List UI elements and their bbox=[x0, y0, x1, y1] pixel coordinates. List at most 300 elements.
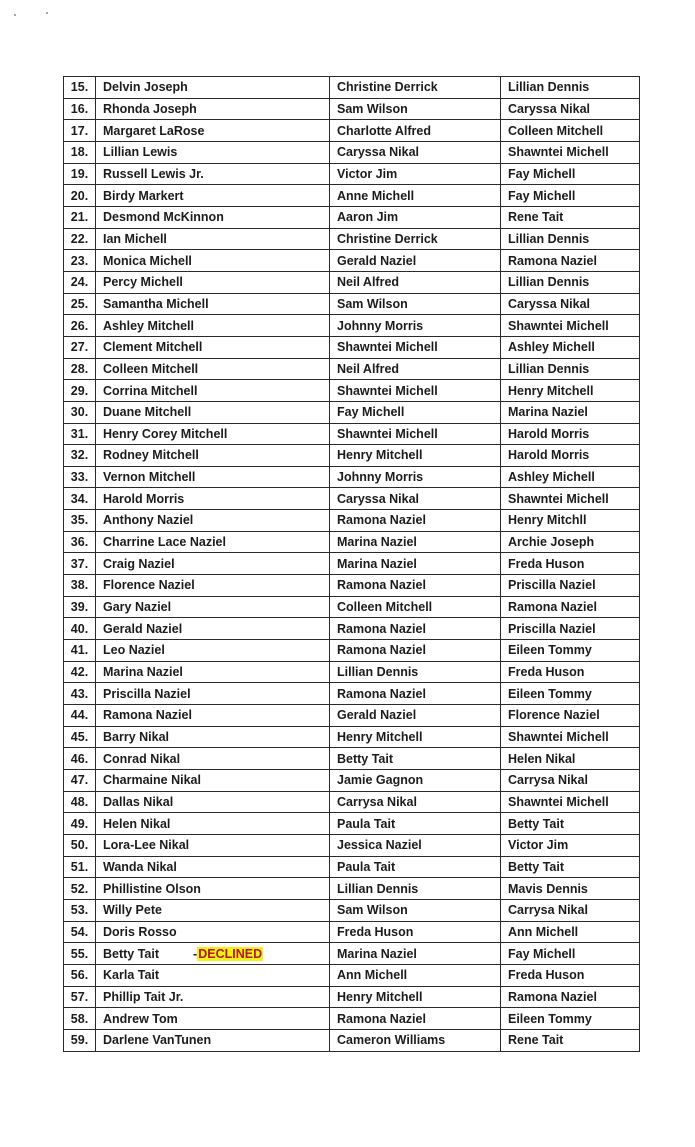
first-reference-text: Sam Wilson bbox=[337, 101, 408, 116]
member-name bbox=[96, 466, 330, 488]
second-reference-text: Lillian Dennis bbox=[508, 361, 590, 376]
row-number-text: 30. bbox=[70, 405, 89, 420]
member-name-text: Charmaine Nikal bbox=[103, 773, 201, 788]
second-reference-text: Priscilla Naziel bbox=[508, 578, 596, 593]
first-reference-text: Caryssa Nikal bbox=[337, 491, 420, 506]
row-number bbox=[64, 228, 96, 250]
row-number bbox=[64, 834, 96, 856]
row-number-text: 31. bbox=[70, 426, 89, 441]
member-name-text: Monica Michell bbox=[103, 253, 192, 268]
first-reference-text: Lillian Dennis bbox=[337, 881, 419, 896]
table-row bbox=[64, 683, 640, 705]
second-reference-text: Fay Michell bbox=[508, 166, 576, 181]
first-reference-text: Colleen Mitchell bbox=[337, 600, 433, 615]
row-number bbox=[64, 640, 96, 662]
row-number bbox=[64, 336, 96, 358]
second-reference bbox=[501, 358, 640, 380]
second-reference-text: Shawntei Michell bbox=[508, 318, 609, 333]
member-name-text: Betty Tait bbox=[103, 946, 160, 961]
member-name bbox=[96, 98, 330, 120]
row-number-text: 51. bbox=[70, 859, 89, 874]
table-row bbox=[64, 293, 640, 315]
row-number-text: 59. bbox=[70, 1033, 89, 1048]
second-reference-text: Shawntei Michell bbox=[508, 794, 609, 809]
row-number-text: 39. bbox=[70, 600, 89, 615]
table-row bbox=[64, 141, 640, 163]
second-reference bbox=[501, 943, 640, 965]
member-name bbox=[96, 575, 330, 597]
member-name-text: Margaret LaRose bbox=[103, 123, 205, 138]
member-name bbox=[96, 1029, 330, 1051]
second-reference bbox=[501, 228, 640, 250]
member-name bbox=[96, 488, 330, 510]
first-reference-text: Caryssa Nikal bbox=[337, 145, 420, 160]
first-reference bbox=[330, 445, 501, 467]
member-name-text: Darlene VanTunen bbox=[103, 1033, 212, 1048]
row-number bbox=[64, 575, 96, 597]
row-number-text: 46. bbox=[70, 751, 89, 766]
member-name bbox=[96, 423, 330, 445]
table-row bbox=[64, 315, 640, 337]
first-reference bbox=[330, 141, 501, 163]
member-name-text: Gerald Naziel bbox=[103, 621, 183, 636]
first-reference-text: Sam Wilson bbox=[337, 296, 408, 311]
second-reference-text: Lillian Dennis bbox=[508, 231, 590, 246]
row-number bbox=[64, 856, 96, 878]
second-reference bbox=[501, 878, 640, 900]
row-number bbox=[64, 293, 96, 315]
table-row bbox=[64, 661, 640, 683]
first-reference bbox=[330, 228, 501, 250]
first-reference-text: Henry Mitchell bbox=[337, 989, 423, 1004]
row-number bbox=[64, 813, 96, 835]
second-reference bbox=[501, 640, 640, 662]
row-number-text: 53. bbox=[70, 903, 89, 918]
row-number-text: 27. bbox=[70, 340, 89, 355]
first-reference-text: Johnny Morris bbox=[337, 470, 424, 485]
member-name bbox=[96, 250, 330, 272]
declined-dash: - bbox=[193, 946, 198, 961]
row-number-text: 50. bbox=[70, 838, 89, 853]
first-reference bbox=[330, 726, 501, 748]
first-reference-text: Cameron Williams bbox=[337, 1033, 446, 1048]
member-name bbox=[96, 228, 330, 250]
first-reference bbox=[330, 98, 501, 120]
first-reference bbox=[330, 466, 501, 488]
member-name-text: Henry Corey Mitchell bbox=[103, 426, 228, 441]
first-reference-text: Shawntei Michell bbox=[337, 340, 438, 355]
member-name-text: Lillian Lewis bbox=[103, 145, 178, 160]
first-reference-text: Christine Derrick bbox=[337, 80, 438, 95]
row-number-text: 23. bbox=[70, 253, 89, 268]
table-row bbox=[64, 358, 640, 380]
member-name bbox=[96, 791, 330, 813]
second-reference bbox=[501, 705, 640, 727]
row-number-text: 32. bbox=[70, 448, 89, 463]
first-reference bbox=[330, 250, 501, 272]
second-reference-text: Rene Tait bbox=[508, 1033, 564, 1048]
row-number bbox=[64, 1008, 96, 1030]
member-name-text: Vernon Mitchell bbox=[103, 470, 196, 485]
first-reference bbox=[330, 380, 501, 402]
table-row bbox=[64, 770, 640, 792]
second-reference bbox=[501, 1008, 640, 1030]
member-name-text: Helen Nikal bbox=[103, 816, 171, 831]
second-reference-text: Eileen Tommy bbox=[508, 643, 592, 658]
table-row bbox=[64, 834, 640, 856]
row-number-text: 42. bbox=[70, 665, 89, 680]
first-reference-text: Lillian Dennis bbox=[337, 665, 419, 680]
second-reference-text: Archie Joseph bbox=[508, 535, 595, 550]
second-reference-text: Lillian Dennis bbox=[508, 275, 590, 290]
row-number bbox=[64, 510, 96, 532]
first-reference-text: Betty Tait bbox=[337, 751, 394, 766]
table-row bbox=[64, 964, 640, 986]
member-name-text: Barry Nikal bbox=[103, 730, 170, 745]
second-reference bbox=[501, 964, 640, 986]
second-reference bbox=[501, 488, 640, 510]
member-name bbox=[96, 899, 330, 921]
table-row bbox=[64, 921, 640, 943]
row-number bbox=[64, 315, 96, 337]
second-reference bbox=[501, 531, 640, 553]
member-name bbox=[96, 163, 330, 185]
table-row bbox=[64, 878, 640, 900]
row-number bbox=[64, 921, 96, 943]
table-row bbox=[64, 185, 640, 207]
first-reference-text: Henry Mitchell bbox=[337, 730, 423, 745]
first-reference-text: Johnny Morris bbox=[337, 318, 424, 333]
first-reference bbox=[330, 423, 501, 445]
first-reference bbox=[330, 943, 501, 965]
second-reference-text: Carrysa Nikal bbox=[508, 903, 588, 918]
row-number-text: 16. bbox=[70, 101, 89, 116]
row-number-text: 21. bbox=[70, 210, 89, 225]
first-reference bbox=[330, 531, 501, 553]
first-reference bbox=[330, 1029, 501, 1051]
first-reference-text: Ann Michell bbox=[337, 968, 408, 983]
second-reference bbox=[501, 813, 640, 835]
row-number-text: 57. bbox=[70, 989, 89, 1004]
table-row bbox=[64, 943, 640, 965]
second-reference bbox=[501, 770, 640, 792]
row-number bbox=[64, 466, 96, 488]
second-reference bbox=[501, 185, 640, 207]
member-name-text: Percy Michell bbox=[103, 275, 183, 290]
row-number-text: 56. bbox=[70, 968, 89, 983]
table-row bbox=[64, 488, 640, 510]
second-reference bbox=[501, 336, 640, 358]
table-row bbox=[64, 553, 640, 575]
second-reference bbox=[501, 986, 640, 1008]
member-name-text: Dallas Nikal bbox=[103, 794, 174, 809]
first-reference-text: Victor Jim bbox=[337, 166, 398, 181]
second-reference-text: Helen Nikal bbox=[508, 751, 576, 766]
row-number bbox=[64, 661, 96, 683]
row-number-text: 40. bbox=[70, 621, 89, 636]
table-row bbox=[64, 423, 640, 445]
first-reference bbox=[330, 683, 501, 705]
second-reference-text: Victor Jim bbox=[508, 838, 569, 853]
member-name bbox=[96, 271, 330, 293]
second-reference bbox=[501, 553, 640, 575]
first-reference-text: Ramona Naziel bbox=[337, 578, 426, 593]
first-reference-text: Neil Alfred bbox=[337, 361, 400, 376]
second-reference-text: Lillian Dennis bbox=[508, 80, 590, 95]
row-number-text: 22. bbox=[70, 231, 89, 246]
member-name bbox=[96, 77, 330, 99]
first-reference bbox=[330, 553, 501, 575]
row-number-text: 26. bbox=[70, 318, 89, 333]
table-row bbox=[64, 705, 640, 727]
second-reference bbox=[501, 141, 640, 163]
first-reference-text: Marina Naziel bbox=[337, 946, 417, 961]
row-number-text: 20. bbox=[70, 188, 89, 203]
row-number bbox=[64, 748, 96, 770]
row-number-text: 17. bbox=[70, 123, 89, 138]
table-row bbox=[64, 380, 640, 402]
row-number-text: 28. bbox=[70, 361, 89, 376]
row-number-text: 44. bbox=[70, 708, 89, 723]
scan-speck bbox=[46, 12, 48, 14]
declined-highlight: DECLINED bbox=[198, 946, 263, 961]
member-name bbox=[96, 315, 330, 337]
row-number bbox=[64, 899, 96, 921]
first-reference-text: Aaron Jim bbox=[337, 210, 399, 225]
member-name bbox=[96, 986, 330, 1008]
member-name bbox=[96, 834, 330, 856]
row-number bbox=[64, 206, 96, 228]
member-name-text: Delvin Joseph bbox=[103, 80, 188, 95]
first-reference-text: Charlotte Alfred bbox=[337, 123, 431, 138]
second-reference bbox=[501, 98, 640, 120]
table-row bbox=[64, 531, 640, 553]
row-number bbox=[64, 120, 96, 142]
member-name bbox=[96, 401, 330, 423]
member-name bbox=[96, 336, 330, 358]
table-row bbox=[64, 163, 640, 185]
roster-body bbox=[64, 77, 640, 1052]
member-name bbox=[96, 531, 330, 553]
row-number bbox=[64, 618, 96, 640]
table-row bbox=[64, 466, 640, 488]
member-name bbox=[96, 640, 330, 662]
member-name-text: Ashley Mitchell bbox=[103, 318, 194, 333]
second-reference bbox=[501, 315, 640, 337]
first-reference bbox=[330, 206, 501, 228]
first-reference-text: Ramona Naziel bbox=[337, 1011, 426, 1026]
member-name-text: Phillistine Olson bbox=[103, 881, 201, 896]
second-reference-text: Ramona Naziel bbox=[508, 600, 597, 615]
member-name-text: Craig Naziel bbox=[103, 556, 175, 571]
row-number-text: 25. bbox=[70, 296, 89, 311]
table-row bbox=[64, 120, 640, 142]
row-number bbox=[64, 401, 96, 423]
first-reference bbox=[330, 834, 501, 856]
first-reference-text: Marina Naziel bbox=[337, 535, 417, 550]
second-reference-text: Rene Tait bbox=[508, 210, 564, 225]
first-reference bbox=[330, 705, 501, 727]
second-reference bbox=[501, 748, 640, 770]
member-name bbox=[96, 856, 330, 878]
member-name-text: Willy Pete bbox=[103, 903, 162, 918]
second-reference bbox=[501, 466, 640, 488]
member-name bbox=[96, 141, 330, 163]
member-name bbox=[96, 380, 330, 402]
table-row bbox=[64, 401, 640, 423]
member-name-text: Rhonda Joseph bbox=[103, 101, 197, 116]
row-number bbox=[64, 358, 96, 380]
second-reference bbox=[501, 1029, 640, 1051]
first-reference bbox=[330, 185, 501, 207]
member-name bbox=[96, 510, 330, 532]
second-reference-text: Fay Michell bbox=[508, 188, 576, 203]
member-name bbox=[96, 596, 330, 618]
first-reference-text: Jessica Naziel bbox=[337, 838, 422, 853]
second-reference-text: Henry Mitchll bbox=[508, 513, 587, 528]
member-name-text: Leo Naziel bbox=[103, 643, 165, 658]
row-number bbox=[64, 770, 96, 792]
member-name-text: Wanda Nikal bbox=[103, 859, 177, 874]
table-row bbox=[64, 899, 640, 921]
member-name bbox=[96, 726, 330, 748]
first-reference-text: Fay Michell bbox=[337, 405, 405, 420]
row-number bbox=[64, 878, 96, 900]
row-number bbox=[64, 163, 96, 185]
table-row bbox=[64, 206, 640, 228]
member-name-text: Marina Naziel bbox=[103, 665, 183, 680]
second-reference bbox=[501, 293, 640, 315]
second-reference bbox=[501, 445, 640, 467]
row-number bbox=[64, 791, 96, 813]
member-name bbox=[96, 445, 330, 467]
row-number-text: 41. bbox=[70, 643, 89, 658]
row-number bbox=[64, 531, 96, 553]
member-name bbox=[96, 943, 330, 965]
second-reference bbox=[501, 401, 640, 423]
second-reference-text: Freda Huson bbox=[508, 556, 585, 571]
row-number bbox=[64, 986, 96, 1008]
second-reference-text: Carrysa Nikal bbox=[508, 773, 588, 788]
second-reference-text: Ramona Naziel bbox=[508, 253, 597, 268]
row-number bbox=[64, 596, 96, 618]
row-number bbox=[64, 553, 96, 575]
row-number bbox=[64, 726, 96, 748]
second-reference bbox=[501, 661, 640, 683]
member-name bbox=[96, 661, 330, 683]
second-reference bbox=[501, 791, 640, 813]
member-name-text: Lora-Lee Nikal bbox=[103, 838, 190, 853]
member-name bbox=[96, 813, 330, 835]
first-reference bbox=[330, 315, 501, 337]
roster-table bbox=[63, 76, 640, 1052]
row-number bbox=[64, 380, 96, 402]
first-reference-text: Christine Derrick bbox=[337, 231, 438, 246]
member-name bbox=[96, 878, 330, 900]
first-reference bbox=[330, 899, 501, 921]
table-row bbox=[64, 510, 640, 532]
second-reference bbox=[501, 899, 640, 921]
row-number bbox=[64, 488, 96, 510]
first-reference bbox=[330, 1008, 501, 1030]
second-reference-text: Freda Huson bbox=[508, 968, 585, 983]
table-row bbox=[64, 1008, 640, 1030]
second-reference bbox=[501, 271, 640, 293]
second-reference-text: Caryssa Nikal bbox=[508, 296, 591, 311]
second-reference bbox=[501, 250, 640, 272]
second-reference bbox=[501, 834, 640, 856]
second-reference-text: Harold Morris bbox=[508, 426, 590, 441]
member-name bbox=[96, 964, 330, 986]
member-name-text: Birdy Markert bbox=[103, 188, 184, 203]
table-row bbox=[64, 575, 640, 597]
first-reference bbox=[330, 878, 501, 900]
second-reference bbox=[501, 618, 640, 640]
second-reference bbox=[501, 163, 640, 185]
member-name bbox=[96, 770, 330, 792]
row-number-text: 43. bbox=[70, 686, 89, 701]
second-reference-text: Priscilla Naziel bbox=[508, 621, 596, 636]
first-reference-text: Paula Tait bbox=[337, 859, 396, 874]
first-reference bbox=[330, 293, 501, 315]
member-name-text: Priscilla Naziel bbox=[103, 686, 191, 701]
row-number-text: 55. bbox=[70, 946, 89, 961]
table-row bbox=[64, 77, 640, 99]
first-reference-text: Ramona Naziel bbox=[337, 686, 426, 701]
row-number-text: 38. bbox=[70, 578, 89, 593]
second-reference-text: Henry Mitchell bbox=[508, 383, 594, 398]
row-number-text: 19. bbox=[70, 166, 89, 181]
row-number-text: 33. bbox=[70, 470, 89, 485]
second-reference-text: Shawntei Michell bbox=[508, 730, 609, 745]
first-reference-text: Neil Alfred bbox=[337, 275, 400, 290]
first-reference-text: Freda Huson bbox=[337, 924, 414, 939]
member-name-text: Ramona Naziel bbox=[103, 708, 192, 723]
first-reference bbox=[330, 661, 501, 683]
first-reference-text: Jamie Gagnon bbox=[337, 773, 424, 788]
second-reference bbox=[501, 380, 640, 402]
member-name-text: Andrew Tom bbox=[103, 1011, 178, 1026]
table-row bbox=[64, 986, 640, 1008]
member-name bbox=[96, 185, 330, 207]
table-row bbox=[64, 250, 640, 272]
member-name bbox=[96, 705, 330, 727]
first-reference bbox=[330, 358, 501, 380]
row-number-text: 36. bbox=[70, 535, 89, 550]
first-reference-text: Paula Tait bbox=[337, 816, 396, 831]
first-reference-text: Shawntei Michell bbox=[337, 383, 438, 398]
table-row bbox=[64, 640, 640, 662]
second-reference-text: Eileen Tommy bbox=[508, 1011, 592, 1026]
second-reference-text: Colleen Mitchell bbox=[508, 123, 604, 138]
member-name-text: Ian Michell bbox=[103, 231, 167, 246]
first-reference-text: Ramona Naziel bbox=[337, 643, 426, 658]
first-reference bbox=[330, 596, 501, 618]
row-number bbox=[64, 1029, 96, 1051]
row-number-text: 47. bbox=[70, 773, 89, 788]
member-name-text: Charrine Lace Naziel bbox=[103, 535, 226, 550]
member-name-text: Clement Mitchell bbox=[103, 340, 203, 355]
second-reference bbox=[501, 423, 640, 445]
second-reference-text: Shawntei Michell bbox=[508, 491, 609, 506]
second-reference-text: Betty Tait bbox=[508, 859, 565, 874]
first-reference bbox=[330, 271, 501, 293]
row-number-text: 37. bbox=[70, 556, 89, 571]
first-reference bbox=[330, 510, 501, 532]
second-reference bbox=[501, 921, 640, 943]
table-row bbox=[64, 1029, 640, 1051]
row-number-text: 52. bbox=[70, 881, 89, 896]
